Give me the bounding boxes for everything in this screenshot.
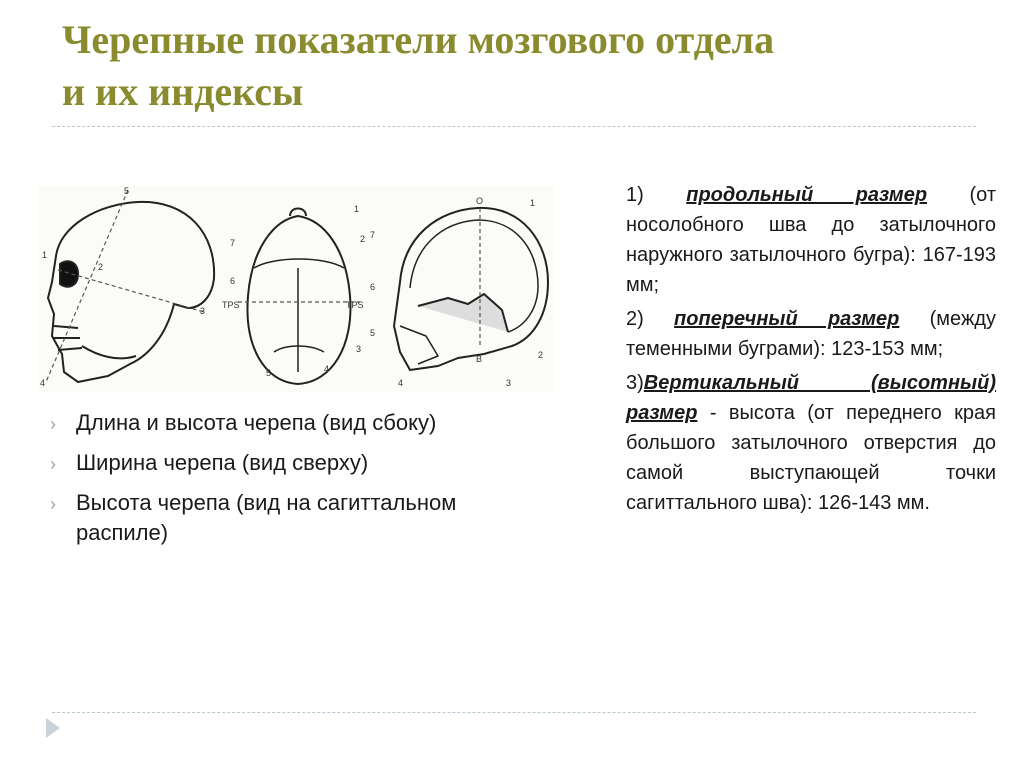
measurement-paragraph-3 <box>626 368 996 518</box>
bullet-text: Ширина черепа (вид сверху) <box>76 450 369 475</box>
label-lateral-4: 4 <box>40 378 46 388</box>
p2-term: поперечный размер <box>674 308 900 330</box>
skull-figure <box>38 186 554 392</box>
label-top-1: 1 <box>354 204 360 214</box>
bullet-list <box>46 408 466 558</box>
bullet-text: Длина и высота черепа (вид сбоку) <box>76 410 437 435</box>
bullet-arrow-icon: › <box>50 454 56 474</box>
measurements-text <box>626 180 996 522</box>
bullet-item <box>46 488 466 548</box>
title-line-1: Черепные показатели мозгового отдела <box>62 17 775 62</box>
label-top-5: 5 <box>266 368 272 378</box>
bullet-text: Высота черепа (вид на сагиттальном распиле) <box>76 490 457 545</box>
lateral-orbit <box>60 261 78 287</box>
slide-title <box>62 14 992 118</box>
label-sag-1: 1 <box>530 198 536 208</box>
label-tps-right: TPS <box>346 300 364 310</box>
p2-text: (между теменными буграми): 123-153 мм; <box>626 308 996 360</box>
bullet-arrow-icon: › <box>50 494 56 514</box>
p3-term: Вертикальный (высотный) размер <box>626 372 996 424</box>
p1-term: продольный размер <box>686 184 928 206</box>
label-lateral-3: 3 <box>200 306 206 316</box>
label-top-4: 4 <box>324 364 330 374</box>
p2-prefix: 2) <box>626 308 675 330</box>
label-sag-3: 3 <box>506 378 512 388</box>
label-lateral-5: 5 <box>124 186 130 196</box>
label-lateral-1: 1 <box>42 250 48 260</box>
label-lateral-2: 2 <box>98 262 104 272</box>
label-top-2: 2 <box>360 234 366 244</box>
label-sag-4: 4 <box>398 378 404 388</box>
label-top-6: 6 <box>230 276 236 286</box>
label-sag-o: O <box>476 196 484 206</box>
bottom-divider <box>52 712 976 713</box>
p3-prefix: 3) <box>626 372 644 394</box>
label-sag-5: 5 <box>370 328 376 338</box>
label-sag-b: B <box>476 354 483 364</box>
p1-text: (от носолобного шва до затылочного наружного затылочного бугра): 167-193 мм; <box>626 184 997 296</box>
next-slide-arrow-icon[interactable] <box>46 718 60 738</box>
label-tps-left: TPS <box>222 300 240 310</box>
label-top-7: 7 <box>230 238 236 248</box>
bullet-item <box>46 448 466 478</box>
p3-text: - высота (от переднего края большого затылочного отверстия до самой выступающей точки сагиттального шва): 126-143 мм. <box>626 402 996 514</box>
bullet-arrow-icon: › <box>50 414 56 434</box>
bullet-item <box>46 408 466 438</box>
label-sag-7: 7 <box>370 230 376 240</box>
measurement-paragraph-2 <box>626 304 996 364</box>
p1-prefix: 1) <box>626 184 687 206</box>
label-sag-2: 2 <box>538 350 544 360</box>
top-divider <box>52 126 976 127</box>
label-sag-6: 6 <box>370 282 376 292</box>
label-top-3: 3 <box>356 344 362 354</box>
measurement-paragraph-1 <box>626 180 996 300</box>
title-line-2: и их индексы <box>62 69 304 114</box>
